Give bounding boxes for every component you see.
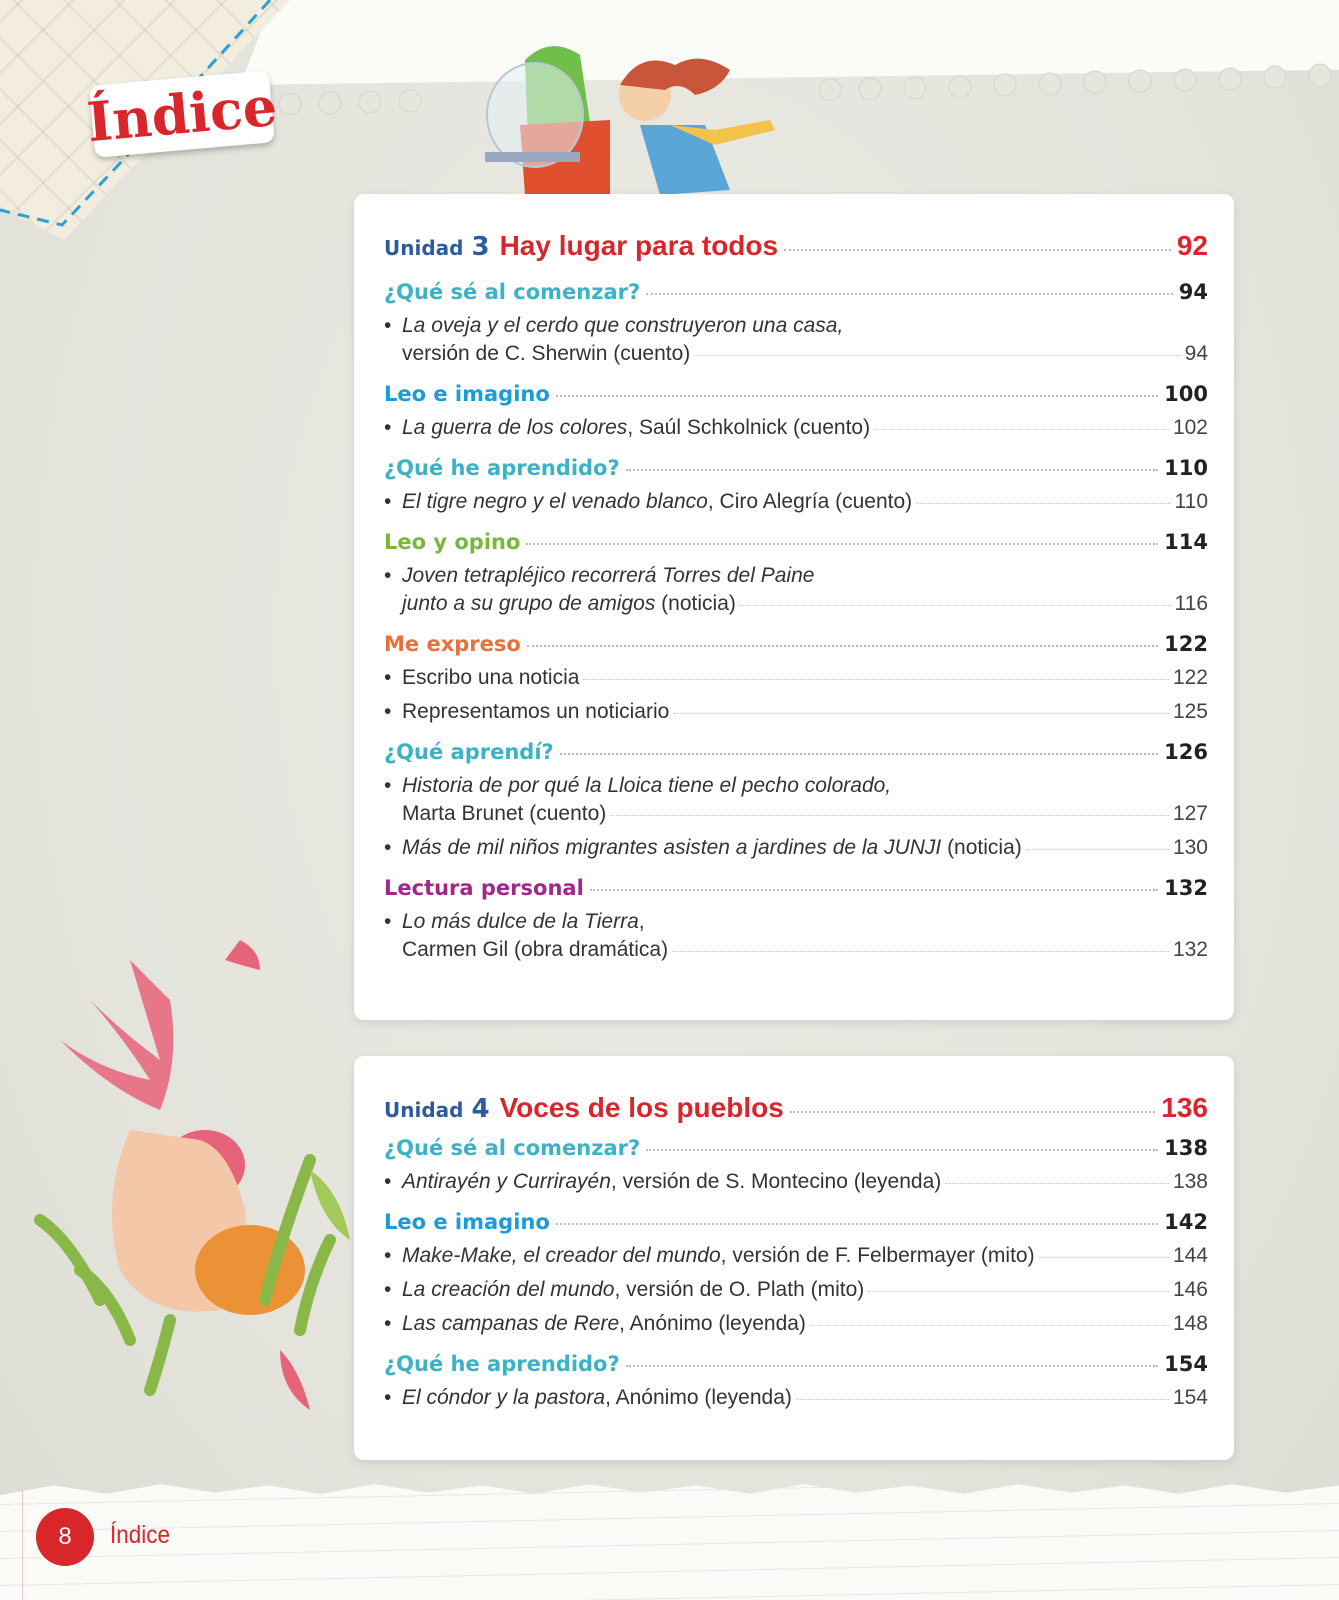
entry-title: Lo más dulce de la Tierra	[402, 910, 639, 933]
section-title: ¿Qué he aprendido?	[384, 456, 620, 480]
unit-label: Unidad	[384, 1098, 464, 1122]
section-que-he-aprendido[interactable]	[384, 1352, 1208, 1376]
dot-leader	[560, 753, 1158, 755]
dot-leader	[526, 543, 1158, 545]
section-page-number: 132	[1164, 876, 1208, 900]
section-title: Me expreso	[384, 632, 521, 656]
entry-author: , Anónimo (leyenda)	[605, 1386, 792, 1409]
unit-number: 4	[471, 1094, 490, 1124]
dot-leader	[646, 1149, 1158, 1151]
toc-entry-line2[interactable]	[384, 592, 1208, 616]
section-title: Leo y opino	[384, 530, 521, 554]
footer-notebook-paper	[0, 1478, 1339, 1600]
dot-leader	[694, 355, 1180, 356]
bullet-icon: •	[384, 314, 392, 337]
entry-author: versión de C. Sherwin (cuento)	[402, 342, 691, 365]
entry-title: Las campanas de Rere	[402, 1312, 620, 1335]
toc-entry[interactable]	[384, 1244, 1208, 1268]
creature-and-girl-illustration	[470, 40, 810, 200]
bullet-icon: •	[384, 700, 392, 723]
unit-3-card	[354, 194, 1234, 1020]
dot-leader	[672, 951, 1169, 952]
toc-entry[interactable]	[384, 1170, 1208, 1194]
entry-title: Antirayén y Currirayén	[402, 1170, 611, 1193]
toc-entry-line2[interactable]	[384, 802, 1208, 826]
entry-page-number: 94	[1184, 342, 1208, 365]
section-title: Leo e imagino	[384, 382, 550, 406]
section-page-number: 110	[1164, 456, 1208, 480]
dot-leader	[556, 395, 1158, 397]
entry-page-number: 146	[1172, 1278, 1208, 1301]
entry-title: Escribo una noticia	[402, 666, 580, 689]
entry-author: , Saúl Schkolnick (cuento)	[627, 416, 871, 439]
section-leo-y-opino[interactable]	[384, 530, 1208, 554]
entry-page-number: 102	[1172, 416, 1208, 439]
toc-entry-line2[interactable]	[384, 938, 1208, 962]
bird-with-pumpkin-illustration	[10, 940, 360, 1420]
bullet-icon: •	[384, 490, 392, 513]
section-page-number: 94	[1178, 280, 1208, 304]
entry-punct: ,	[638, 910, 645, 933]
bullet-icon: •	[384, 564, 392, 587]
toc-entry[interactable]	[384, 490, 1208, 514]
entry-title: La oveja y el cerdo que construyeron una casa,	[402, 314, 844, 337]
section-title: ¿Qué sé al comenzar?	[384, 1136, 641, 1160]
entry-author: (noticia)	[655, 592, 736, 615]
unit-4-card	[354, 1056, 1234, 1460]
dot-leader	[673, 713, 1169, 714]
entry-title: El cóndor y la pastora	[402, 1386, 606, 1409]
entry-author: (noticia)	[941, 836, 1022, 859]
bullet-icon: •	[384, 1170, 392, 1193]
bullet-icon: •	[384, 836, 392, 859]
entry-title: Representamos un noticiario	[402, 700, 670, 723]
dot-leader	[583, 679, 1169, 680]
dot-leader	[790, 1111, 1155, 1113]
unit-4-heading[interactable]	[384, 1092, 1208, 1124]
section-title: ¿Qué aprendí?	[384, 740, 554, 764]
dot-leader	[646, 293, 1173, 295]
dot-leader	[874, 429, 1169, 430]
bullet-icon: •	[384, 910, 392, 933]
entry-title-cont: junto a su grupo de amigos	[402, 592, 656, 615]
entry-title: Joven tetrapléjico recorrerá Torres del Paine	[402, 564, 815, 587]
entry-page-number: 138	[1172, 1170, 1208, 1193]
entry-page-number: 116	[1174, 592, 1208, 615]
entry-page-number: 125	[1172, 700, 1208, 723]
dot-leader	[556, 1223, 1158, 1225]
unit-page-number: 136	[1161, 1092, 1208, 1123]
dot-leader	[810, 1325, 1169, 1326]
section-page-number: 142	[1164, 1210, 1208, 1234]
entry-author: , versión de F. Felbermayer (mito)	[720, 1244, 1035, 1267]
dot-leader	[610, 815, 1169, 816]
section-leo-e-imagino[interactable]	[384, 1210, 1208, 1234]
entry-author: Carmen Gil (obra dramática)	[402, 938, 669, 961]
entry-title: La creación del mundo	[402, 1278, 615, 1301]
entry-author: , versión de O. Plath (mito)	[614, 1278, 865, 1301]
section-page-number: 154	[1164, 1352, 1208, 1376]
toc-entry[interactable]	[384, 836, 1208, 860]
section-title: Leo e imagino	[384, 1210, 550, 1234]
dot-leader	[945, 1183, 1169, 1184]
entry-page-number: 127	[1172, 802, 1208, 825]
entry-page-number: 130	[1172, 836, 1208, 859]
bullet-icon: •	[384, 774, 392, 797]
bullet-icon: •	[384, 1278, 392, 1301]
dot-leader	[868, 1291, 1169, 1292]
entry-title: El tigre negro y el venado blanco	[402, 490, 708, 513]
toc-entry[interactable]	[384, 666, 1208, 690]
bullet-icon: •	[384, 666, 392, 689]
section-que-se-al-comenzar[interactable]	[384, 280, 1208, 304]
entry-page-number: 132	[1172, 938, 1208, 961]
section-title: Lectura personal	[384, 876, 584, 900]
entry-title: Make-Make, el creador del mundo	[402, 1244, 721, 1267]
bullet-icon: •	[384, 416, 392, 439]
entry-title: Más de mil niños migrantes asisten a jardines de la JUNJI	[402, 836, 942, 859]
unit-label: Unidad	[384, 236, 464, 260]
entry-page-number: 110	[1174, 490, 1208, 513]
toc-entry[interactable]	[384, 314, 1208, 338]
dot-leader	[740, 605, 1171, 606]
bullet-icon: •	[384, 1386, 392, 1409]
toc-entry[interactable]	[384, 564, 1208, 588]
section-que-he-aprendido[interactable]	[384, 456, 1208, 480]
unit-title: Hay lugar para todos	[499, 230, 779, 261]
page-title: Índice	[84, 73, 280, 155]
bullet-icon: •	[384, 1312, 392, 1335]
dot-leader	[1039, 1257, 1169, 1258]
section-leo-e-imagino[interactable]	[384, 382, 1208, 406]
entry-page-number: 122	[1172, 666, 1208, 689]
section-page-number: 138	[1164, 1136, 1208, 1160]
dot-leader	[796, 1399, 1169, 1400]
section-page-number: 122	[1164, 632, 1208, 656]
toc-entry[interactable]	[384, 910, 1208, 934]
dot-leader	[916, 503, 1170, 504]
entry-page-number: 154	[1172, 1386, 1208, 1409]
toc-entry[interactable]	[384, 1386, 1208, 1410]
bullet-icon: •	[384, 1244, 392, 1267]
dot-leader	[590, 889, 1158, 891]
entry-title: La guerra de los colores	[402, 416, 628, 439]
entry-author: Marta Brunet (cuento)	[402, 802, 607, 825]
toc-entry[interactable]	[384, 1312, 1208, 1336]
page-number-badge: 8	[36, 1508, 94, 1566]
section-me-expreso[interactable]	[384, 632, 1208, 656]
footer-section-label: Índice	[110, 1521, 171, 1549]
entry-page-number: 148	[1172, 1312, 1208, 1335]
dot-leader	[626, 469, 1158, 471]
entry-page-number: 144	[1172, 1244, 1208, 1267]
unit-title: Voces de los pueblos	[499, 1092, 784, 1123]
toc-entry[interactable]	[384, 416, 1208, 440]
notebook-margin-line	[22, 1490, 23, 1600]
entry-author: , Ciro Alegría (cuento)	[707, 490, 913, 513]
section-que-se-al-comenzar[interactable]	[384, 1136, 1208, 1160]
section-que-aprendi[interactable]	[384, 740, 1208, 764]
unit-number: 3	[471, 232, 490, 262]
section-lectura-personal[interactable]	[384, 876, 1208, 900]
dot-leader	[1026, 849, 1169, 850]
dot-leader	[527, 645, 1158, 647]
unit-3-heading[interactable]	[384, 230, 1208, 262]
entry-title: Historia de por qué la Lloica tiene el pecho colorado,	[402, 774, 892, 797]
entry-author: , Anónimo (leyenda)	[619, 1312, 806, 1335]
entry-author: , versión de S. Montecino (leyenda)	[610, 1170, 942, 1193]
dot-leader	[626, 1365, 1158, 1367]
toc-entry[interactable]	[384, 774, 1208, 798]
toc-entry-line2[interactable]	[384, 342, 1208, 366]
toc-entry[interactable]	[384, 1278, 1208, 1302]
unit-page-number: 92	[1176, 230, 1208, 261]
section-page-number: 114	[1164, 530, 1208, 554]
section-title: ¿Qué he aprendido?	[384, 1352, 620, 1376]
section-page-number: 100	[1164, 382, 1208, 406]
dot-leader	[784, 249, 1171, 251]
section-title: ¿Qué sé al comenzar?	[384, 280, 641, 304]
section-page-number: 126	[1164, 740, 1208, 764]
toc-entry[interactable]	[384, 700, 1208, 724]
